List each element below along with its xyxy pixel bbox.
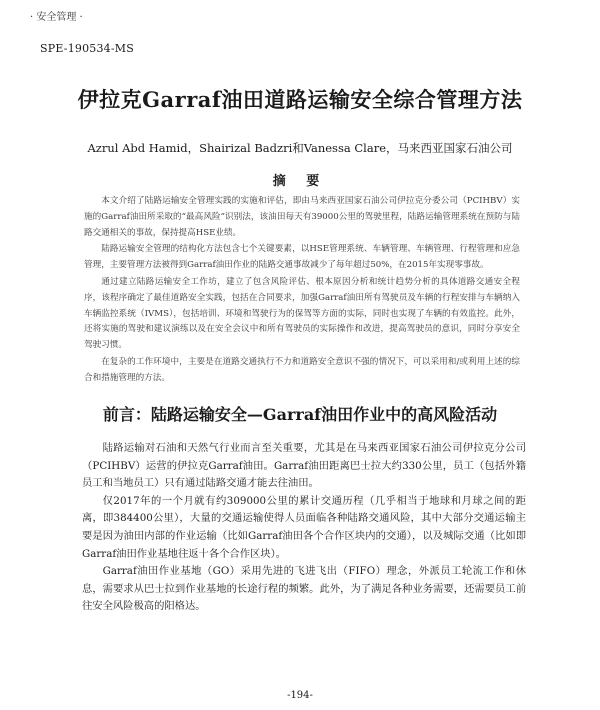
page-number: -194- [287,690,313,701]
paper-title: 伊拉克Garraf油田道路运输安全综合管理方法 [77,87,523,112]
abstract-paragraph: 通过建立陆路运输安全工作坊，建立了包含风险评估、根本原因分析和统计趋势分析的具体道路交通安全程序，该程序确定了最佳道路安全实践，包括在合同要求，加强Garraf油田所有驾驶员及车辆的行程安排与车辆纳入车辆监控系统（IVMS），包括培训、环境和驾驶行为的保驾等方面的实际，同时也实现了车辆的有效监控。此外，还将实施的驾驶和建议演练以及在安全会议中和所有驾驶员的实际操作和改进，提高驾驶员的意识，同时分享安全驾驶习惯。 [84,276,520,351]
abstract-paragraph: 陆路运输安全管理的结构化方法包含七个关键要素，以HSE管理系统、车辆管理、车辆管理、行程管理和应急管理，主要管理方法被得到Garraf油田作业的陆路交通事故减少了每年超过50%，在2015年实现零事故。 [84,244,520,271]
abstract-paragraph: 本文介绍了陆路运输安全管理实践的实施和评估，即由马来西亚国家石油公司伊拉克分委公司（PCIHBV）实施的Garraf油田所采取的“最高风险”识别法，该油田每天有39000公里的驾驶里程，陆路运输管理系统在预防与陆路交通相关的事故，保持提高HSE业绩。 [84,196,520,238]
document-id: SPE-190534-MS [40,42,134,55]
section-body [82,440,526,616]
body-paragraph: Garraf油田作业基地（GO）采用先进的飞进飞出（FIFO）理念，外派员工轮流工作和休息，需要求从巴士拉到作业基地的长途行程的频繁。此外，为了满足各种业务需要，还需要员工前往安全风险极高的阳格达。 [82,565,526,613]
section-tag: · 安全管理 · [30,12,83,23]
abstract-paragraph: 在复杂的工作环境中，主要是在道路交通执行不力和道路安全意识不强的情况下，可以采用和/或利用上述的综合和措施管理的方法。 [84,356,520,383]
body-paragraph: 陆路运输对石油和天然气行业而言至关重要，尤其是在马来西亚国家石油公司伊拉克分公司（PCIHBV）运营的伊拉克Garraf油田。Garraf油田距离巴士拉大约330公里，员工（包括外籍员工和当地员工）只有通过陆路交通才能去往油田。 [82,442,526,490]
abstract-body [84,194,520,387]
body-paragraph: 仅2017年的一个月就有约309000公里的累计交通历程（几乎相当于地球和月球之间的距离，即384400公里），大量的交通运输使得人员面临各种陆路交通风险，其中大部分交通运输主要是因为油田内部的作业运输（比如Garraf油田各个合作区块内的交通），以及城际交通（比如即Garraf油田作业基地往返十各个合作区块）。 [82,494,526,560]
abstract-heading: 摘 要 [272,174,328,189]
section-heading: 前言：陆路运输安全—Garraf油田作业中的高风险活动 [102,405,498,424]
author-line: Azrul Abd Hamid，Shairizal Badzri和Vanessa Clare，马来西亚国家石油公司 [87,141,513,155]
